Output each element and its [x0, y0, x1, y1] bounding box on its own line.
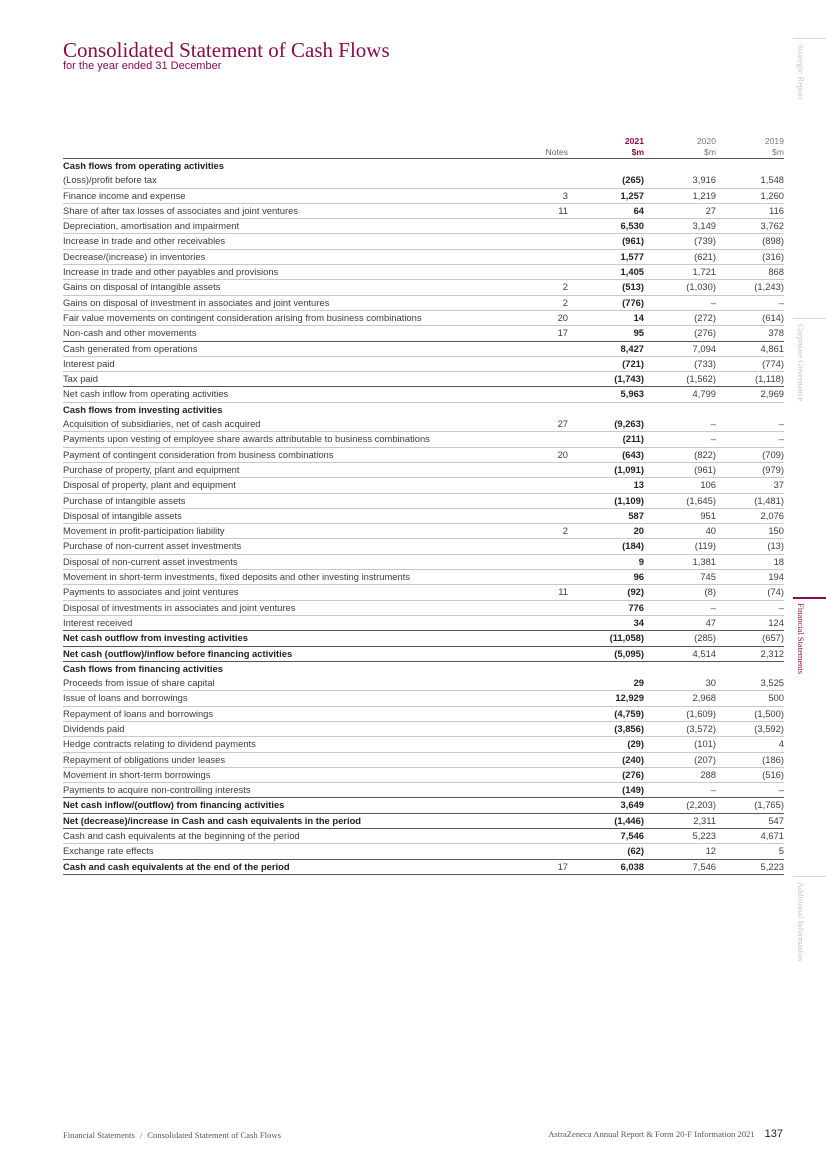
- value-2020: (1,562): [644, 372, 716, 387]
- value-2020: (119): [644, 539, 716, 554]
- value-2021: (92): [568, 585, 644, 600]
- value-2021: (149): [568, 783, 644, 798]
- section-heading-row: [63, 402, 784, 417]
- value-2019: 547: [716, 813, 784, 828]
- value-2021: 13: [568, 478, 644, 493]
- value-2020: (1,645): [644, 493, 716, 508]
- value-2020: (8): [644, 585, 716, 600]
- row-note: [513, 249, 568, 264]
- value-2019: (13): [716, 539, 784, 554]
- value-2019: –: [716, 417, 784, 432]
- value-2019: 4: [716, 737, 784, 752]
- section-heading: Cash flows from investing activities: [63, 403, 223, 415]
- row-label: Disposal of investments in associates and joint ventures: [63, 600, 513, 615]
- table-row: [63, 203, 784, 218]
- side-nav-label: Additional Information: [796, 882, 806, 962]
- value-2020: 5,223: [644, 829, 716, 844]
- table-row: [63, 478, 784, 493]
- value-2020: (733): [644, 356, 716, 371]
- row-label: Cash generated from operations: [63, 341, 513, 356]
- table-row: [63, 387, 784, 402]
- value-2019: (898): [716, 234, 784, 249]
- row-note: [513, 234, 568, 249]
- value-2021: (11,058): [568, 631, 644, 646]
- value-2021: 7,546: [568, 829, 644, 844]
- value-2019: 500: [716, 691, 784, 706]
- value-2021: 8,427: [568, 341, 644, 356]
- value-2020: 745: [644, 570, 716, 585]
- row-label: (Loss)/profit before tax: [63, 173, 513, 188]
- row-note: [513, 631, 568, 646]
- row-label: Disposal of intangible assets: [63, 508, 513, 523]
- row-note: [513, 478, 568, 493]
- row-label: Dividends paid: [63, 721, 513, 736]
- value-2020: 30: [644, 676, 716, 691]
- table-body: [63, 159, 784, 875]
- value-2020: 106: [644, 478, 716, 493]
- value-2020: (2,203): [644, 798, 716, 813]
- value-2019: –: [716, 600, 784, 615]
- value-2021: (29): [568, 737, 644, 752]
- value-2021: 5,963: [568, 387, 644, 402]
- row-label: Purchase of intangible assets: [63, 493, 513, 508]
- row-note: [513, 813, 568, 828]
- value-2019: –: [716, 295, 784, 310]
- section-heading-row: [63, 661, 784, 676]
- value-2020: 1,219: [644, 188, 716, 203]
- value-2019: –: [716, 783, 784, 798]
- row-note: [513, 767, 568, 782]
- row-note: [513, 372, 568, 387]
- value-2021: (721): [568, 356, 644, 371]
- value-2020: 7,094: [644, 341, 716, 356]
- table-row: [63, 615, 784, 630]
- publication-name: AstraZeneca Annual Report & Form 20-F Information 2021: [548, 1129, 755, 1139]
- value-2019: 5: [716, 844, 784, 859]
- value-2021: (5,095): [568, 646, 644, 661]
- row-note: [513, 615, 568, 630]
- row-label: Repayment of obligations under leases: [63, 752, 513, 767]
- value-2020: (276): [644, 326, 716, 341]
- row-label: Increase in trade and other payables and provisions: [63, 265, 513, 280]
- row-label: Net cash outflow from investing activities: [63, 631, 513, 646]
- value-2021: 6,530: [568, 219, 644, 234]
- value-2019: 868: [716, 265, 784, 280]
- table-row: [63, 219, 784, 234]
- row-note: [513, 570, 568, 585]
- table-row: [63, 752, 784, 767]
- table-row: [63, 249, 784, 264]
- value-2021: 29: [568, 676, 644, 691]
- value-2021: 9: [568, 554, 644, 569]
- value-2019: 2,076: [716, 508, 784, 523]
- value-2019: (186): [716, 752, 784, 767]
- value-2020: 288: [644, 767, 716, 782]
- value-2019: (1,481): [716, 493, 784, 508]
- total-row: [63, 813, 784, 828]
- row-note: [513, 600, 568, 615]
- row-label: Issue of loans and borrowings: [63, 691, 513, 706]
- value-2020: –: [644, 417, 716, 432]
- value-2019: (709): [716, 447, 784, 462]
- row-note: [513, 462, 568, 477]
- value-2021: 3,649: [568, 798, 644, 813]
- value-2021: (9,263): [568, 417, 644, 432]
- value-2019: (74): [716, 585, 784, 600]
- value-2019: (614): [716, 310, 784, 325]
- value-2020: 1,381: [644, 554, 716, 569]
- value-2021: 20: [568, 524, 644, 539]
- value-2020: –: [644, 432, 716, 447]
- row-label: Gains on disposal of intangible assets: [63, 280, 513, 295]
- value-2020: 2,968: [644, 691, 716, 706]
- row-note: [513, 691, 568, 706]
- value-2020: –: [644, 295, 716, 310]
- section-heading: Cash flows from financing activities: [63, 662, 223, 674]
- value-2021: (276): [568, 767, 644, 782]
- value-2019: 116: [716, 203, 784, 218]
- row-note: 27: [513, 417, 568, 432]
- table-row: [63, 721, 784, 736]
- value-2020: (285): [644, 631, 716, 646]
- value-2021: (1,743): [568, 372, 644, 387]
- row-label: Payments to acquire non-controlling interests: [63, 783, 513, 798]
- page-title: Consolidated Statement of Cash Flows: [63, 38, 390, 62]
- value-2020: 4,514: [644, 646, 716, 661]
- value-2021: (240): [568, 752, 644, 767]
- table-row: [63, 462, 784, 477]
- value-2021: 12,929: [568, 691, 644, 706]
- value-2019: (1,500): [716, 706, 784, 721]
- value-2021: (1,091): [568, 462, 644, 477]
- value-2020: (822): [644, 447, 716, 462]
- value-2019: 4,861: [716, 341, 784, 356]
- value-2021: (184): [568, 539, 644, 554]
- value-2020: 2,311: [644, 813, 716, 828]
- row-note: 20: [513, 310, 568, 325]
- value-2020: –: [644, 783, 716, 798]
- row-label: Interest received: [63, 615, 513, 630]
- row-label: Purchase of non-current asset investments: [63, 539, 513, 554]
- table-row: [63, 767, 784, 782]
- value-2020: 1,721: [644, 265, 716, 280]
- table-row: [63, 295, 784, 310]
- row-note: [513, 798, 568, 813]
- value-2019: (1,243): [716, 280, 784, 295]
- value-2020: 4,799: [644, 387, 716, 402]
- year-2020-column-header: 2020 $m: [644, 136, 716, 159]
- row-label: Acquisition of subsidiaries, net of cash acquired: [63, 417, 513, 432]
- table-row: [63, 173, 784, 188]
- table-row: [63, 341, 784, 356]
- table-row: [63, 493, 784, 508]
- value-2021: (776): [568, 295, 644, 310]
- value-2019: 378: [716, 326, 784, 341]
- row-note: [513, 539, 568, 554]
- row-note: 2: [513, 295, 568, 310]
- table-row: [63, 326, 784, 341]
- value-2020: (272): [644, 310, 716, 325]
- cash-flow-table: [63, 136, 784, 875]
- row-label: Increase in trade and other receivables: [63, 234, 513, 249]
- table-row: [63, 737, 784, 752]
- value-2020: (961): [644, 462, 716, 477]
- row-label: Movement in short-term investments, fixed deposits and other investing instruments: [63, 570, 513, 585]
- value-2019: 2,312: [716, 646, 784, 661]
- footer-breadcrumb: [63, 1130, 281, 1140]
- row-label: Exchange rate effects: [63, 844, 513, 859]
- year-2019-column-header: 2019 $m: [716, 136, 784, 159]
- page-number: 137: [764, 1128, 783, 1140]
- table-row: [63, 280, 784, 295]
- value-2020: 3,149: [644, 219, 716, 234]
- value-2020: (1,609): [644, 706, 716, 721]
- row-note: [513, 706, 568, 721]
- row-label: Finance income and expense: [63, 188, 513, 203]
- total-row: [63, 798, 784, 813]
- value-2020: (739): [644, 234, 716, 249]
- label-column-header: [63, 136, 513, 159]
- row-note: [513, 844, 568, 859]
- row-note: [513, 737, 568, 752]
- table-row: [63, 508, 784, 523]
- value-2020: (1,030): [644, 280, 716, 295]
- row-note: 11: [513, 203, 568, 218]
- row-label: Non-cash and other movements: [63, 326, 513, 341]
- page-subtitle: for the year ended 31 December: [63, 60, 222, 72]
- value-2021: (211): [568, 432, 644, 447]
- row-note: [513, 432, 568, 447]
- value-2020: (621): [644, 249, 716, 264]
- table-row: [63, 372, 784, 387]
- value-2019: (979): [716, 462, 784, 477]
- value-2019: (657): [716, 631, 784, 646]
- value-2019: 1,548: [716, 173, 784, 188]
- row-label: Movement in short-term borrowings: [63, 767, 513, 782]
- value-2020: 40: [644, 524, 716, 539]
- row-note: [513, 356, 568, 371]
- value-2021: 34: [568, 615, 644, 630]
- row-note: 20: [513, 447, 568, 462]
- value-2021: (961): [568, 234, 644, 249]
- row-note: [513, 721, 568, 736]
- section-heading: Cash flows from operating activities: [63, 160, 224, 171]
- table-header-row: [63, 136, 784, 159]
- value-2019: (774): [716, 356, 784, 371]
- value-2021: 6,038: [568, 859, 644, 874]
- row-label: Disposal of non-current asset investments: [63, 554, 513, 569]
- row-label: Net (decrease)/increase in Cash and cash equivalents in the period: [63, 813, 513, 828]
- row-note: [513, 676, 568, 691]
- table-row: [63, 417, 784, 432]
- value-2019: 194: [716, 570, 784, 585]
- value-2019: 2,969: [716, 387, 784, 402]
- value-2019: 37: [716, 478, 784, 493]
- value-2021: (62): [568, 844, 644, 859]
- value-2021: (513): [568, 280, 644, 295]
- row-note: [513, 493, 568, 508]
- table-row: [63, 844, 784, 859]
- table-row: [63, 585, 784, 600]
- value-2019: 124: [716, 615, 784, 630]
- row-label: Repayment of loans and borrowings: [63, 706, 513, 721]
- row-note: [513, 219, 568, 234]
- row-label: Payments upon vesting of employee share awards attributable to business combinations: [63, 432, 513, 447]
- table-row: [63, 524, 784, 539]
- row-note: 2: [513, 280, 568, 295]
- value-2020: 3,916: [644, 173, 716, 188]
- row-note: [513, 508, 568, 523]
- value-2020: 7,546: [644, 859, 716, 874]
- total-row: [63, 859, 784, 874]
- row-note: 17: [513, 326, 568, 341]
- value-2019: 3,762: [716, 219, 784, 234]
- value-2021: (1,446): [568, 813, 644, 828]
- value-2021: 587: [568, 508, 644, 523]
- table-row: [63, 265, 784, 280]
- row-note: [513, 646, 568, 661]
- value-2020: 951: [644, 508, 716, 523]
- row-note: 11: [513, 585, 568, 600]
- value-2019: 5,223: [716, 859, 784, 874]
- value-2019: 150: [716, 524, 784, 539]
- value-2021: 1,257: [568, 188, 644, 203]
- row-label: Payment of contingent consideration from business combinations: [63, 447, 513, 462]
- table-row: [63, 676, 784, 691]
- value-2020: 47: [644, 615, 716, 630]
- value-2021: 1,405: [568, 265, 644, 280]
- section-heading-row: [63, 159, 784, 174]
- table-row: [63, 600, 784, 615]
- table-row: [63, 432, 784, 447]
- value-2019: 18: [716, 554, 784, 569]
- row-note: 2: [513, 524, 568, 539]
- notes-column-header: Notes: [513, 136, 568, 159]
- value-2021: 96: [568, 570, 644, 585]
- value-2019: (3,592): [716, 721, 784, 736]
- row-note: [513, 752, 568, 767]
- row-note: [513, 387, 568, 402]
- table-row: [63, 706, 784, 721]
- table-row: [63, 539, 784, 554]
- year-2021-column-header: 2021 $m: [568, 136, 644, 159]
- row-label: Decrease/(increase) in inventories: [63, 249, 513, 264]
- value-2019: 3,525: [716, 676, 784, 691]
- side-nav-label: Strategic Report: [796, 44, 806, 100]
- value-2021: (1,109): [568, 493, 644, 508]
- value-2021: 95: [568, 326, 644, 341]
- row-label: Hedge contracts relating to dividend payments: [63, 737, 513, 752]
- value-2019: (516): [716, 767, 784, 782]
- table-row: [63, 188, 784, 203]
- value-2019: (1,118): [716, 372, 784, 387]
- row-label: Gains on disposal of investment in associates and joint ventures: [63, 295, 513, 310]
- footer-section[interactable]: Financial Statements: [63, 1130, 135, 1140]
- side-nav-label: Financial Statements: [796, 603, 806, 675]
- row-note: 17: [513, 859, 568, 874]
- row-note: [513, 554, 568, 569]
- value-2020: 12: [644, 844, 716, 859]
- value-2021: 1,577: [568, 249, 644, 264]
- row-note: [513, 265, 568, 280]
- row-label: Cash and cash equivalents at the beginning of the period: [63, 829, 513, 844]
- breadcrumb-separator: /: [139, 1130, 143, 1140]
- row-label: Cash and cash equivalents at the end of the period: [63, 859, 513, 874]
- total-row: [63, 646, 784, 661]
- row-label: Depreciation, amortisation and impairment: [63, 219, 513, 234]
- footer-page-title: Consolidated Statement of Cash Flows: [147, 1130, 281, 1140]
- footer-publication: [548, 1128, 783, 1140]
- table-row: [63, 356, 784, 371]
- side-nav-label: Corporate Governance: [796, 324, 806, 402]
- table-row: [63, 829, 784, 844]
- total-row: [63, 631, 784, 646]
- value-2020: (3,572): [644, 721, 716, 736]
- row-label: Purchase of property, plant and equipment: [63, 462, 513, 477]
- row-label: Net cash inflow/(outflow) from financing activities: [63, 798, 513, 813]
- row-note: [513, 341, 568, 356]
- row-label: Interest paid: [63, 356, 513, 371]
- row-label: Movement in profit-participation liability: [63, 524, 513, 539]
- value-2021: 14: [568, 310, 644, 325]
- value-2021: 776: [568, 600, 644, 615]
- value-2021: (265): [568, 173, 644, 188]
- value-2021: (4,759): [568, 706, 644, 721]
- row-label: Net cash inflow from operating activities: [63, 387, 513, 402]
- row-label: Disposal of property, plant and equipment: [63, 478, 513, 493]
- table-row: [63, 234, 784, 249]
- row-note: [513, 829, 568, 844]
- row-label: Share of after tax losses of associates and joint ventures: [63, 203, 513, 218]
- value-2020: –: [644, 600, 716, 615]
- value-2020: 27: [644, 203, 716, 218]
- table-row: [63, 570, 784, 585]
- value-2019: (1,765): [716, 798, 784, 813]
- table-row: [63, 447, 784, 462]
- value-2021: 64: [568, 203, 644, 218]
- value-2020: (207): [644, 752, 716, 767]
- table-row: [63, 783, 784, 798]
- table-row: [63, 310, 784, 325]
- table-row: [63, 691, 784, 706]
- row-note: [513, 173, 568, 188]
- value-2021: (643): [568, 447, 644, 462]
- row-label: Proceeds from issue of share capital: [63, 676, 513, 691]
- value-2020: (101): [644, 737, 716, 752]
- row-label: Net cash (outflow)/inflow before financing activities: [63, 646, 513, 661]
- row-label: Payments to associates and joint ventures: [63, 585, 513, 600]
- value-2019: 4,671: [716, 829, 784, 844]
- value-2021: (3,856): [568, 721, 644, 736]
- row-note: [513, 783, 568, 798]
- table-row: [63, 554, 784, 569]
- value-2019: –: [716, 432, 784, 447]
- row-note: 3: [513, 188, 568, 203]
- value-2019: 1,260: [716, 188, 784, 203]
- value-2019: (316): [716, 249, 784, 264]
- row-label: Tax paid: [63, 372, 513, 387]
- row-label: Fair value movements on contingent consideration arising from business combinations: [63, 310, 513, 325]
